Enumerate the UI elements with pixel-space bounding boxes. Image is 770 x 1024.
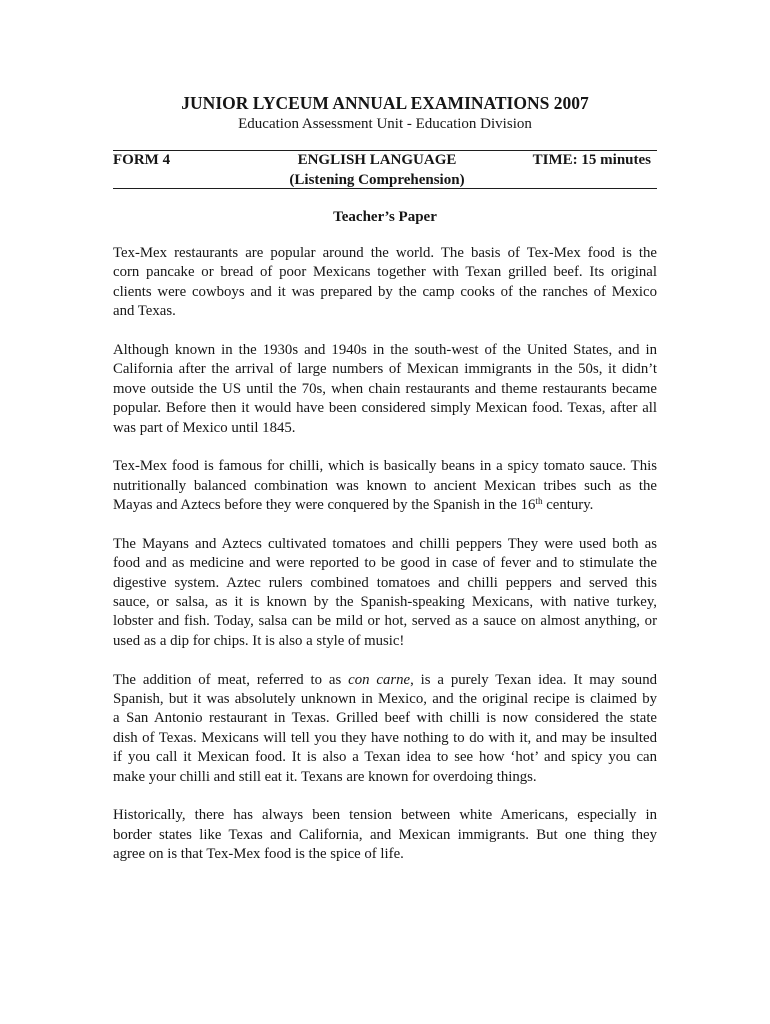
paragraph-line: border states like Texas and California, and Mexican immigrants. But one thing they — [113, 826, 657, 843]
form-label: FORM 4 — [113, 152, 171, 168]
paragraph-line: Spanish, but it was absolutely unknown in Mexico, and the original recipe is claimed by — [113, 690, 657, 707]
paragraph-line: lobster and fish. Today, salsa can be mild or hot, served as a sauce on almost anything, or — [113, 613, 657, 630]
paragraph-line: move outside the US until the 70s, when chain restaurants and theme restaurants became — [113, 380, 657, 397]
paragraph — [113, 244, 657, 322]
subject-label: ENGLISH LANGUAGE — [297, 152, 457, 168]
paragraph-line: Although known in the 1930s and 1940s in the south-west of the United States, and in — [113, 341, 657, 358]
paragraph-line — [113, 496, 657, 515]
time-label: TIME: 15 minutes — [532, 152, 651, 168]
passage-body — [113, 244, 657, 884]
text-run: The addition of meat, referred to as — [113, 671, 349, 688]
paragraph-line: nutritionally balanced combination was known to ancient Mexican tribes such as the — [113, 477, 657, 494]
paragraph-line — [113, 671, 657, 690]
paragraph-line: sauce, or salsa, as it is known by the Spanish-speaking Mexicans, with native turkey, — [113, 594, 657, 611]
paragraph — [113, 457, 657, 515]
paragraph-line: food and as medicine and were reported to be good in case of fever and to stimulate the — [113, 555, 657, 572]
exam-subtitle: Education Assessment Unit - Education Division — [238, 116, 532, 132]
paragraph-line: and Texas. — [113, 303, 176, 320]
paragraph — [113, 341, 657, 438]
paragraph-line: dish of Texas. Mexicans will tell you they have nothing to do with it, and may be insulted — [113, 729, 657, 746]
header-bottom-rule — [113, 188, 657, 189]
paragraph-line: agree on is that Tex-Mex food is the spice of life. — [113, 846, 404, 863]
paragraph-line: The Mayans and Aztecs cultivated tomatoes and chilli peppers They were used both as — [113, 535, 657, 552]
paragraph — [113, 806, 657, 864]
paragraph — [113, 671, 657, 787]
text-run: , is a purely Texan idea. It may sound — [410, 671, 657, 688]
paragraph-line: clients were cowboys and it was prepared by the camp cooks of the ranches of Mexico — [113, 283, 657, 300]
text-run: Mayas and Aztecs before they were conquered by the Spanish in the 16 — [113, 497, 536, 514]
paragraph-line: Historically, there has always been tension between white Americans, especially in — [113, 807, 657, 824]
paragraph-line: was part of Mexico until 1845. — [113, 419, 296, 436]
text-run: century. — [542, 497, 594, 514]
paragraph-line: if you call it Mexican food. It is also a Texan idea to see how ‘hot’ and spicy you can — [113, 749, 657, 766]
superscript-text: th — [535, 496, 543, 507]
paragraph-line: digestive system. Aztec rulers combined tomatoes and chilli peppers and served this — [113, 574, 657, 591]
paragraph-line: Tex-Mex restaurants are popular around the world. The basis of Tex-Mex food is the — [113, 245, 657, 261]
paragraph — [113, 535, 657, 651]
exam-title: JUNIOR LYCEUM ANNUAL EXAMINATIONS 2007 — [181, 93, 589, 113]
paragraph-line: make your chilli and still eat it. Texans are known for overdoing things. — [113, 768, 537, 785]
paragraph-line: used as a dip for chips. It is also a style of music! — [113, 632, 405, 649]
paragraph-line: popular. Before then it would have been considered simply Mexican food. Texas, after all — [113, 400, 657, 417]
paper-label: Teacher’s Paper — [333, 209, 437, 225]
paragraph-line: corn pancake or bread of poor Mexicans together with Texan grilled beef. Its original — [113, 264, 657, 281]
paragraph-line: a San Antonio restaurant in Texas. Grilled beef with chilli is now considered the state — [113, 710, 657, 727]
paper-type-label: (Listening Comprehension) — [289, 172, 465, 188]
paragraph-line: California after the arrival of large numbers of Mexican immigrants in the 50s, it didn’t — [113, 361, 657, 378]
paragraph-line: Tex-Mex food is famous for chilli, which is basically beans in a spicy tomato sauce. This — [113, 458, 657, 475]
italic-text: con carne — [348, 671, 411, 688]
